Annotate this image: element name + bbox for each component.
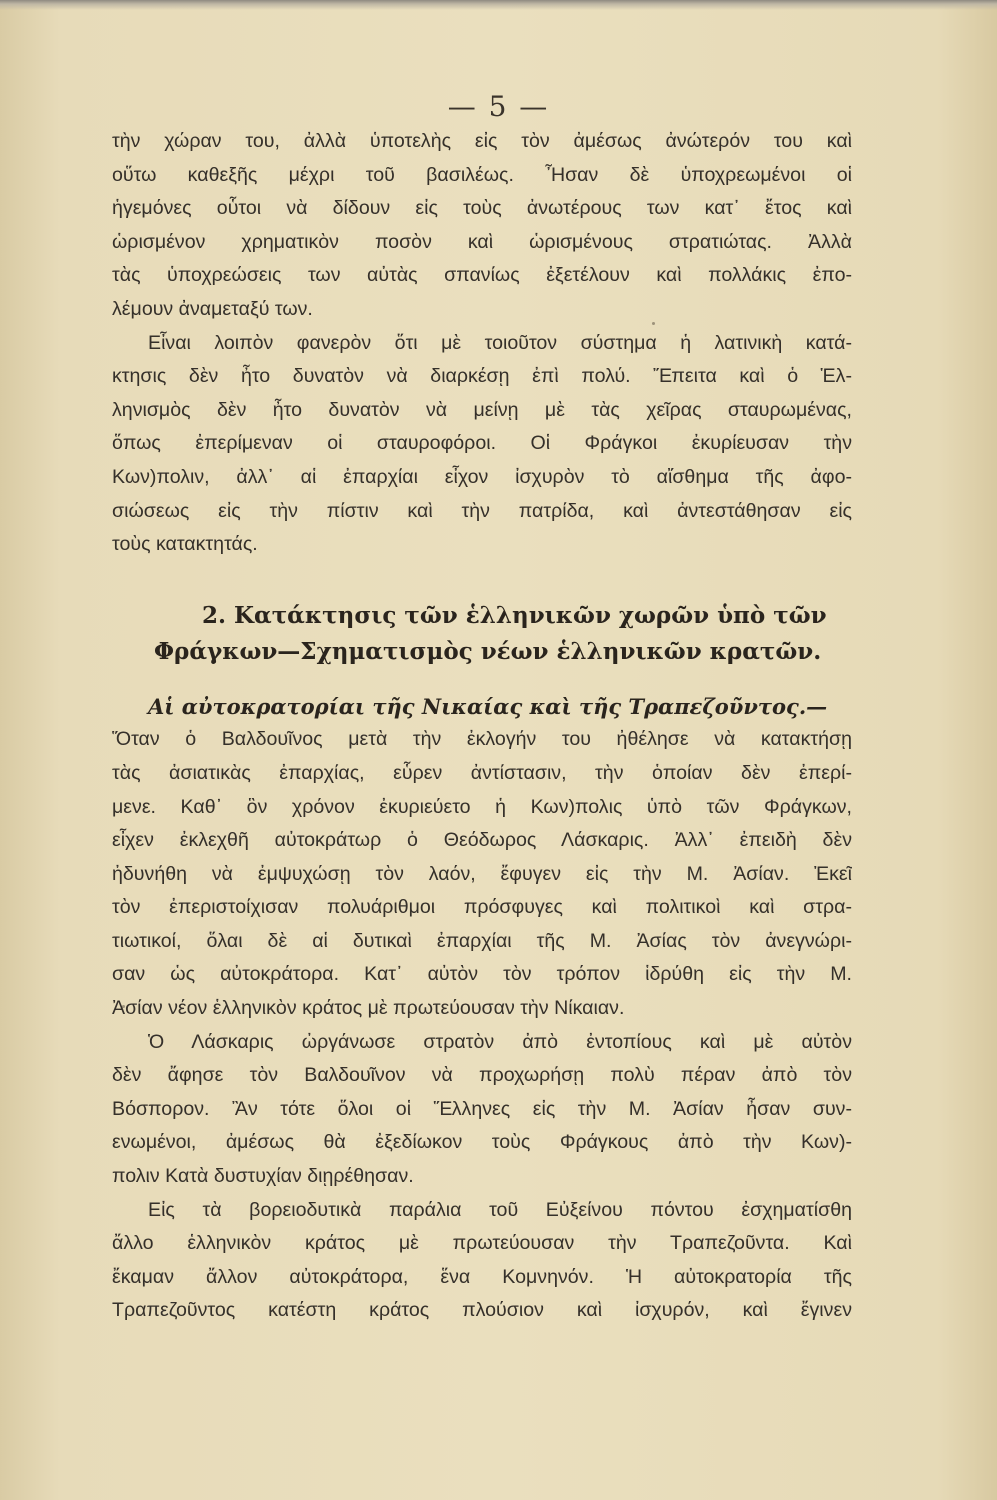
paragraph-3	[112, 690, 852, 1026]
paragraph-2	[112, 327, 852, 562]
text-line: Κων)πολιν, ἀλλ᾿ αἱ ἐπαρχίαι εἶχον ἰσχυρὸν τὸ αἴσθημα τῆς ἀφο-	[112, 465, 852, 488]
text-line: τιωτικοί, ὅλαι δὲ αἱ δυτικαὶ ἐπαρχίαι τῆς Μ. Ἀσίας τὸν ἀνεγνώρι-	[112, 929, 852, 952]
text-line: Βόσπορον. Ἂν τότε ὅλοι οἱ Ἕλληνες εἰς τὴν Μ. Ἀσίαν ἦσαν συν-	[112, 1097, 852, 1120]
text-line: Ὅταν ὁ Βαλδουῖνος μετὰ τὴν ἐκλογήν του ἠθέλησε νὰ κατακτήσῃ	[112, 728, 852, 751]
text-line: ἠδυνήθη νὰ ἐμψυχώσῃ τὸν λαόν, ἔφυγεν εἰς τὴν Μ. Ἀσίαν. Ἐκεῖ	[112, 862, 852, 885]
text-line: ἄλλο ἑλληνικὸν κράτος μὲ πρωτεύουσαν τὴν Τραπεζοῦντα. Καὶ	[112, 1232, 852, 1255]
text-line: τοὺς κατακτητάς.	[112, 533, 258, 556]
page-body	[112, 125, 852, 1328]
text-line: Εἶναι λοιπὸν φανερὸν ὅτι μὲ τοιοῦτον σύστημα ἡ λατινικὴ κατά-	[148, 331, 852, 354]
text-line: σιώσεως εἰς τὴν πίστιν καὶ τὴν πατρίδα, καὶ ἀντεστάθησαν εἰς	[112, 499, 852, 522]
paragraph-1	[112, 125, 852, 327]
text-line: εἶχεν ἐκλεχθῆ αὐτοκράτωρ ὁ Θεόδωρος Λάσκαρις. Ἀλλ᾿ ἐπειδὴ δὲν	[112, 829, 852, 852]
section-heading-line-2: Φράγκων—Σχηματισμὸς νέων ἑλληνικῶν κρατῶν.	[154, 637, 822, 665]
text-line: Ὁ Λάσκαρις ὠργάνωσε στρατὸν ἀπὸ ἐντοπίους καὶ μὲ αὐτὸν	[148, 1030, 852, 1053]
text-line: τὰς ἀσιατικὰς ἐπαρχίας, εὗρεν ἀντίστασιν, τὴν ὁποίαν δὲν ἐπερί-	[112, 761, 852, 784]
section-heading-line-1: 2. Κατάκτησις τῶν ἑλληνικῶν χωρῶν ὑπὸ τῶν	[202, 601, 827, 629]
paragraph-5	[112, 1194, 852, 1328]
text-line: ὡρισμένον χρηματικὸν ποσὸν καὶ ὡρισμένους στρατιώτας. Ἀλλὰ	[112, 230, 852, 253]
text-line: ληνισμὸς δὲν ἦτο δυνατὸν νὰ μείνῃ μὲ τὰς χεῖρας σταυρωμένας,	[112, 398, 852, 421]
text-line: πολιν Κατὰ δυστυχίαν διῃρέθησαν.	[112, 1165, 414, 1188]
text-line: μενε. Καθ᾿ ὃν χρόνον ἐκυριεύετο ἡ Κων)πολις ὑπὸ τῶν Φράγκων,	[112, 795, 852, 818]
paragraph-4	[112, 1026, 852, 1194]
text-line: δὲν ἄφησε τὸν Βαλδουῖνον νὰ προχωρήσῃ πολὺ πέραν ἀπὸ τὸν	[112, 1064, 852, 1087]
text-line: Εἰς τὰ βορειοδυτικὰ παράλια τοῦ Εὐξείνου πόντου ἐσχηματίσθη	[148, 1198, 852, 1221]
text-line: λέμουν ἀναμεταξύ των.	[112, 297, 313, 320]
text-line: ἡγεμόνες οὗτοι νὰ δίδουν εἰς τοὺς ἀνωτέρους των κατ᾿ ἔτος καὶ	[112, 197, 852, 220]
text-line: Τραπεζοῦντος κατέστη κράτος πλούσιον καὶ ἰσχυρόν, καὶ ἔγινεν	[112, 1299, 852, 1322]
text-line: τὰς ὑποχρεώσεις των αὐτὰς σπανίως ἐξετέλουν καὶ πολλάκις ἐπο-	[112, 264, 852, 287]
page-number: — 5 —	[447, 90, 550, 123]
text-line: τὸν ἐπεριστοίχισαν πολυάριθμοι πρόσφυγες καὶ πολιτικοὶ καὶ στρα-	[112, 896, 852, 919]
text-line: σαν ὡς αὐτοκράτορα. Κατ᾿ αὐτὸν τὸν τρόπον ἱδρύθη εἰς τὴν Μ.	[112, 963, 852, 986]
text-line: τὴν χώραν του, ἀλλὰ ὑποτελὴς εἰς τὸν ἀμέσως ἀνώτερόν του καὶ	[112, 130, 852, 152]
subsection-title: Αἱ αὐτοκρατορίαι τῆς Νικαίας καὶ τῆς Τραπεζοῦντος.—	[148, 693, 828, 719]
text-line: ὅπως ἐπερίμεναν οἱ σταυροφόροι. Οἱ Φράγκοι ἐκυρίευσαν τὴν	[112, 432, 852, 455]
text-line: Ἀσίαν νέον ἑλληνικὸν κράτος μὲ πρωτεύουσαν τὴν Νίκαιαν.	[112, 997, 625, 1020]
text-line: ἔκαμαν ἄλλον αὐτοκράτορα, ἕνα Κομνηνόν. Ἡ αὐτοκρατορία τῆς	[112, 1265, 852, 1288]
text-line: ενωμένοι, ἀμέσως θὰ ἐξεδίωκον τοὺς Φράγκους ἀπὸ τὴν Κων)-	[112, 1131, 852, 1154]
text-line: κτησις δὲν ἦτο δυνατὸν νὰ διαρκέσῃ ἐπὶ πολύ. Ἔπειτα καὶ ὁ Ἑλ-	[112, 365, 852, 388]
page-top-edge	[0, 0, 997, 10]
text-line: οὕτω καθεξῆς μέχρι τοῦ βασιλέως. Ἦσαν δὲ ὑποχρεωμένοι οἱ	[112, 163, 852, 186]
